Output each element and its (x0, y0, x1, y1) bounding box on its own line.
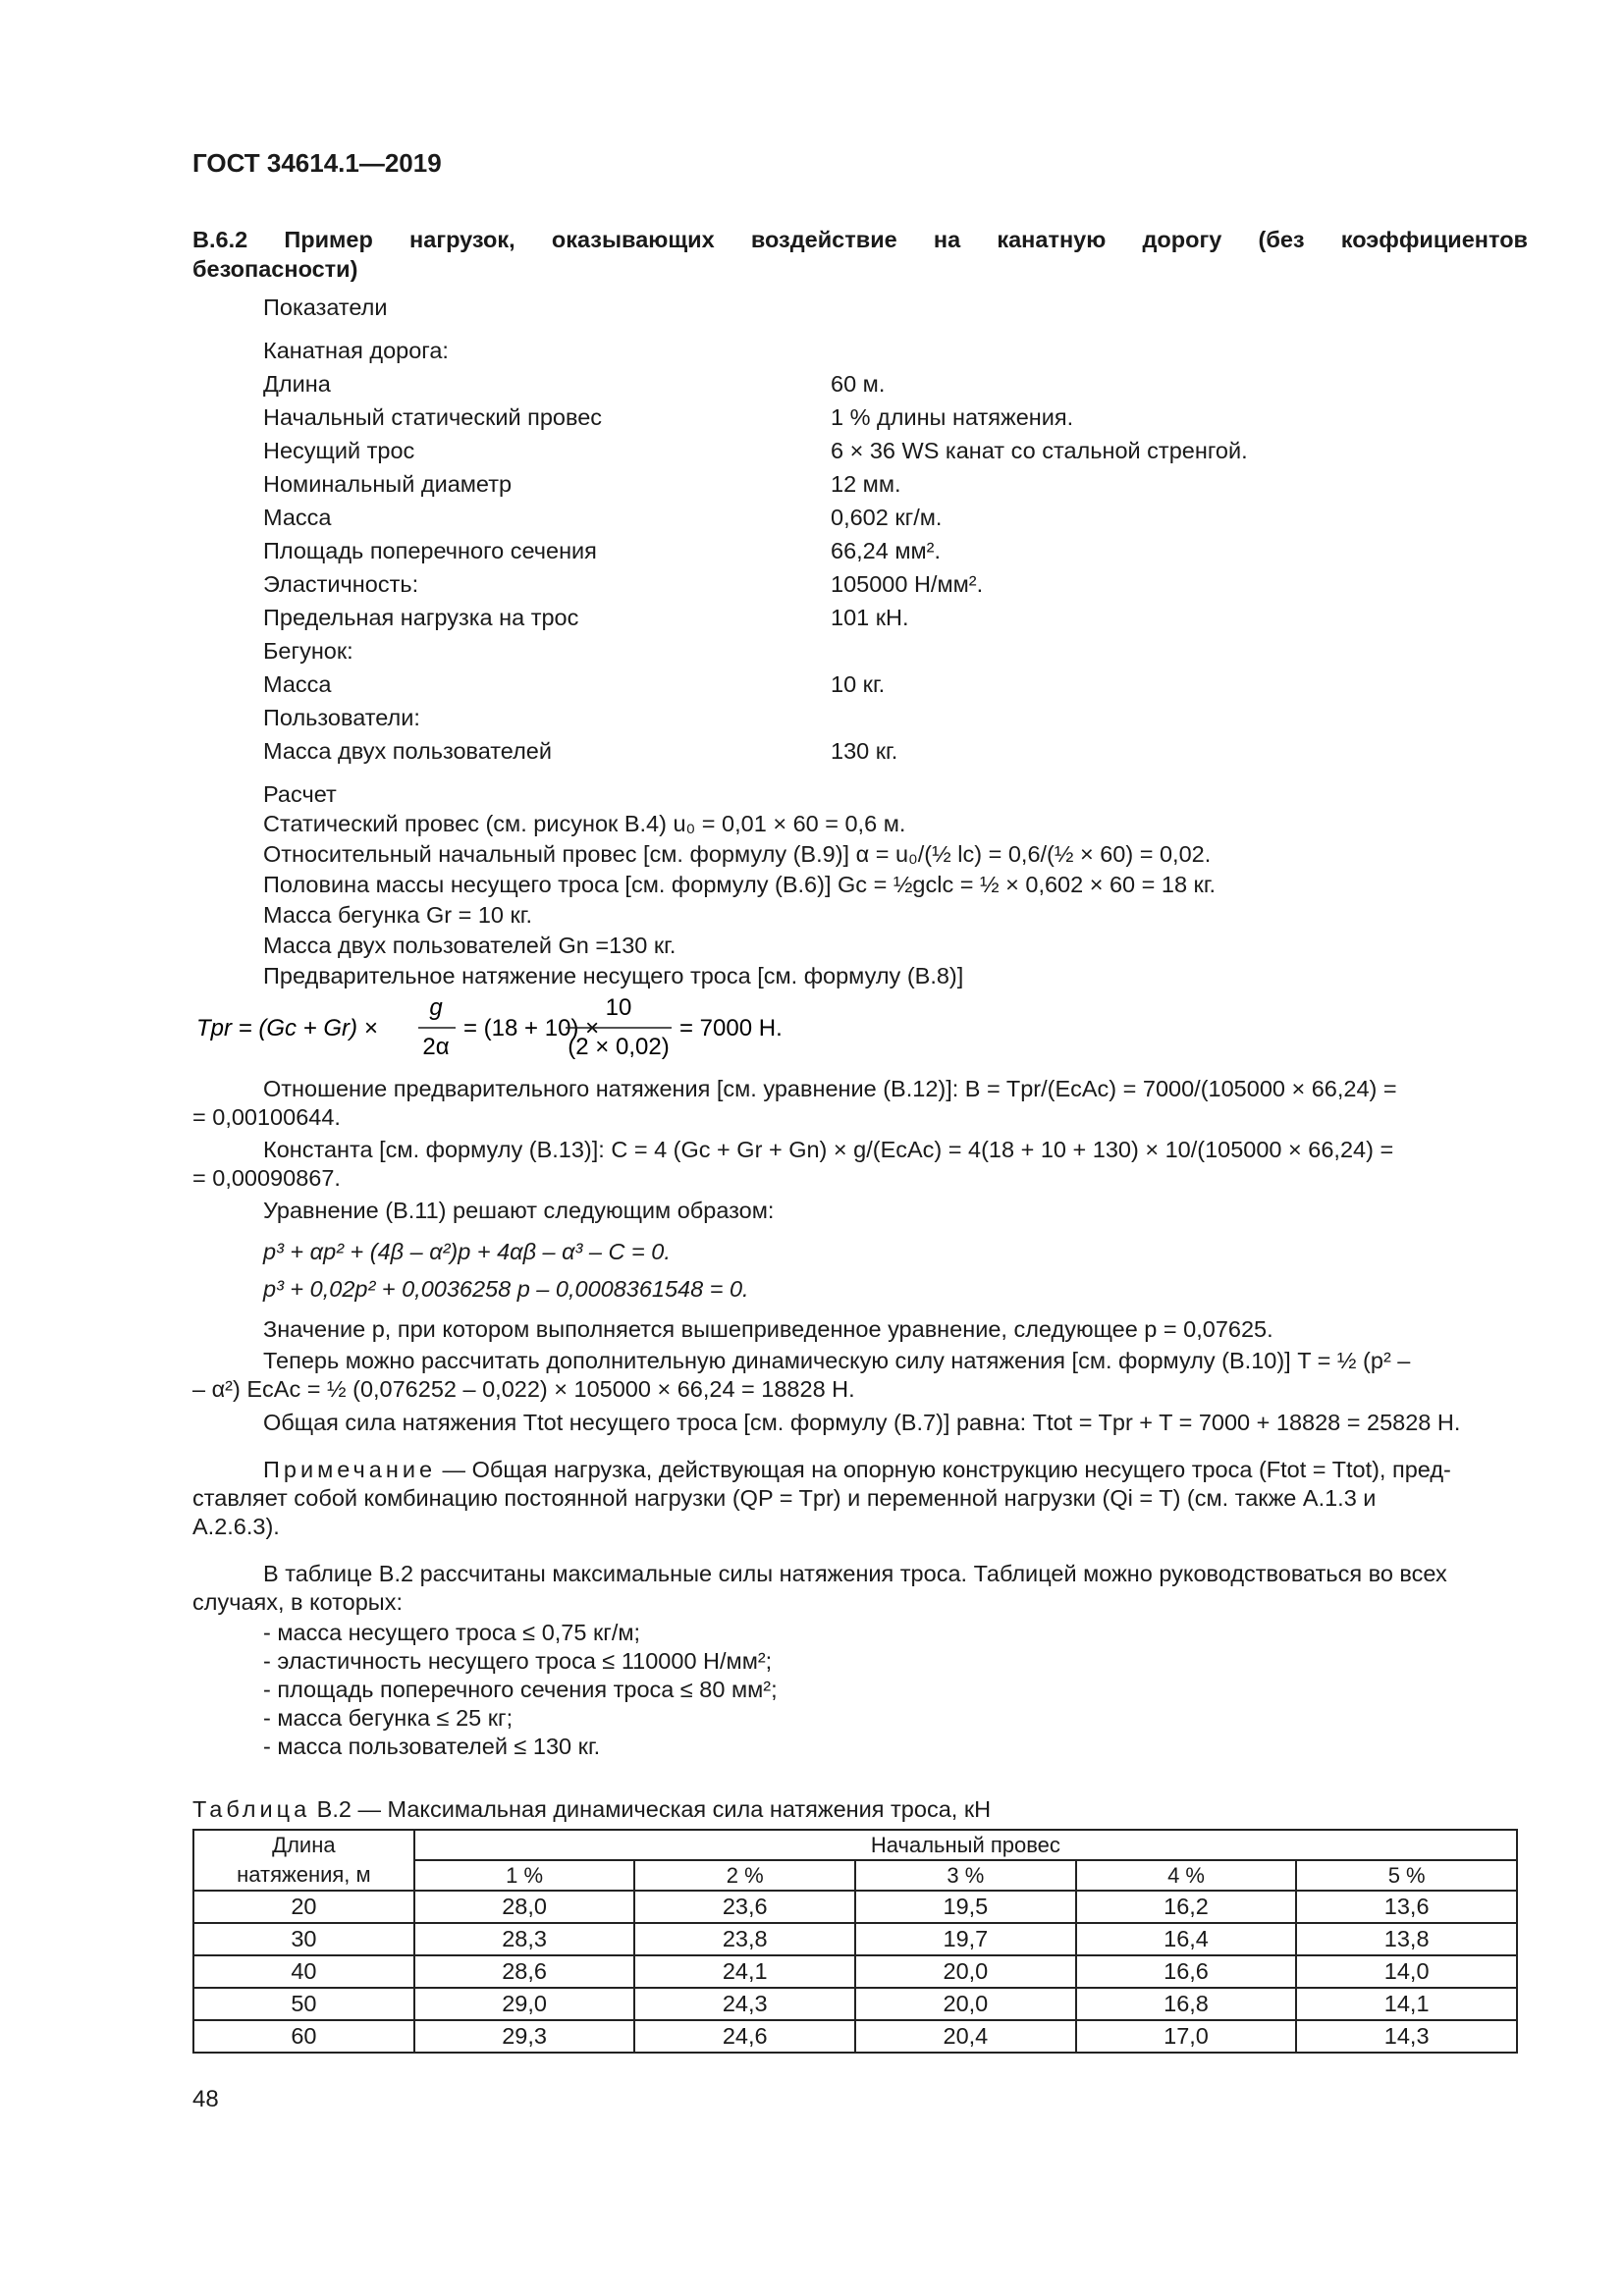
table-cell: 16,4 (1076, 1923, 1297, 1955)
table-cell: 20,0 (855, 1955, 1076, 1988)
section-title-line2: безопасности) (192, 256, 358, 282)
table-cell: 16,2 (1076, 1891, 1297, 1923)
formula-rhs: = 7000 Н. (679, 1015, 783, 1041)
table-row (193, 1923, 1517, 1955)
table-cell: 14,3 (1296, 2020, 1517, 2053)
condition-item: - площадь поперечного сечения троса ≤ 80 мм²; (263, 1677, 778, 1702)
dyn-line1: Теперь можно рассчитать дополнительную динамическую силу натяжения [см. формулу (В.10)] T = ½ (p² – (263, 1348, 1411, 1373)
table-head-col: 5 % (1296, 1860, 1517, 1891)
table-cell: 28,6 (414, 1955, 635, 1988)
ratio-line1: Отношение предварительного натяжения [см. уравнение (В.12)]: B = Tpr/(EcAc) = 7000/(105000 × 66,24) = (263, 1076, 1397, 1101)
formula-frac1-num: g (429, 994, 443, 1021)
param-label: Предельная нагрузка на трос (263, 605, 579, 630)
condition-item: - масса пользователей ≤ 130 кг. (263, 1734, 601, 1759)
table-head-length-line1: Длина (272, 1833, 336, 1857)
users-mass-value: 130 кг. (831, 738, 898, 764)
equation-numeric: p³ + 0,02p² + 0,0036258 p – 0,0008361548 = 0. (263, 1276, 749, 1302)
table-caption (192, 1796, 991, 1823)
note-label: Примечание (263, 1457, 437, 1482)
indicators-heading: Показатели (263, 294, 388, 320)
note-line2: ставляет собой комбинацию постоянной нагрузки (QP = Tpr) и переменной нагрузки (Qi = T) (см. также А.1.3 и (192, 1485, 1377, 1511)
table-head-col: 4 % (1076, 1860, 1297, 1891)
table-cell: 13,6 (1296, 1891, 1517, 1923)
table-cell: 29,0 (414, 1988, 635, 2020)
runner-mass-value: 10 кг. (831, 671, 886, 697)
formula-frac2-den: (2 × 0,02) (568, 1034, 670, 1060)
calc-line: Относительный начальный провес [см. формулу (В.9)] α = u₀/(½ lc) = 0,6/(½ × 60) = 0,02. (263, 841, 1212, 867)
formula-frac2-num: 10 (605, 994, 632, 1021)
table-head-sag: Начальный провес (414, 1830, 1517, 1860)
dyn-line2: – α²) EcAc = ½ (0,076252 – 0,022) × 105000 × 66,24 = 18828 Н. (192, 1376, 855, 1402)
max-tension-table (192, 1829, 1518, 2054)
param-value: 60 м. (831, 371, 886, 397)
param-value: 105000 Н/мм². (831, 571, 984, 597)
equation-general: p³ + αp² + (4β – α²)p + 4αβ – α³ – C = 0. (263, 1239, 671, 1264)
calc-line: Масса двух пользователей Gn =130 кг. (263, 933, 677, 958)
table-intro-line2: случаях, в которых: (192, 1589, 403, 1615)
page-number: 48 (192, 2086, 219, 2112)
param-label: Номинальный диаметр (263, 471, 513, 497)
table-cell: 17,0 (1076, 2020, 1297, 2053)
table-cell: 40 (193, 1955, 414, 1988)
param-label: Начальный статический провес (263, 404, 603, 430)
table-cell: 23,8 (634, 1923, 855, 1955)
table-cell: 50 (193, 1988, 414, 2020)
const-line2: = 0,00090867. (192, 1165, 341, 1191)
table-cell: 60 (193, 2020, 414, 2053)
table-row (193, 1988, 1517, 2020)
param-label: Масса (263, 505, 332, 530)
condition-item: - масса бегунка ≤ 25 кг; (263, 1705, 514, 1731)
table-cell: 24,1 (634, 1955, 855, 1988)
param-value: 0,602 кг/м. (831, 505, 943, 530)
table-cell: 20,4 (855, 2020, 1076, 2053)
table-cell: 19,7 (855, 1923, 1076, 1955)
runner-mass-label: Масса (263, 671, 332, 697)
table-head-length (193, 1830, 414, 1891)
note-line3: А.2.6.3). (192, 1514, 280, 1539)
pretension-formula (192, 991, 1076, 1060)
param-value: 12 мм. (831, 471, 901, 497)
table-cell: 16,8 (1076, 1988, 1297, 2020)
param-value: 6 × 36 WS канат со стальной стренгой. (831, 438, 1248, 463)
calc-line: Статический провес (см. рисунок В.4) u₀ = 0,01 × 60 = 0,6 м. (263, 811, 906, 836)
condition-item: - масса несущего троса ≤ 0,75 кг/м; (263, 1620, 641, 1645)
calc-line: Масса бегунка Gr = 10 кг. (263, 902, 533, 928)
param-value: 1 % длины натяжения. (831, 404, 1074, 430)
param-label: Длина (263, 371, 331, 397)
table-cell: 20 (193, 1891, 414, 1923)
total-tension-line: Общая сила натяжения Ttot несущего троса [см. формулу (В.7)] равна: Ttot = Tpr + T = 7000 + 18828 = 25828 Н. (263, 1410, 1461, 1435)
note-line1 (192, 1456, 1528, 1484)
section-title-line1: В.6.2 Пример нагрузок, оказывающих воздействие на канатную дорогу (без коэффициентов (192, 227, 1528, 252)
table-intro-line1: В таблице В.2 рассчитаны максимальные силы натяжения троса. Таблицей можно руководствоваться во всех (263, 1561, 1447, 1586)
param-label: Площадь поперечного сечения (263, 538, 597, 563)
const-line1: Константа [см. формулу (В.13)]: C = 4 (Gc + Gr + Gn) × g/(EcAc) = 4(18 + 10 + 130) × 10/(105000 × 66,24) = (263, 1137, 1394, 1162)
table-cell: 30 (193, 1923, 414, 1955)
table-cell: 19,5 (855, 1891, 1076, 1923)
formula-lhs: Tpr = (Gc + Gr) × (196, 1015, 378, 1041)
param-label: Несущий трос (263, 438, 415, 463)
table-cell: 16,6 (1076, 1955, 1297, 1988)
table-cell: 24,3 (634, 1988, 855, 2020)
table-head-length-line2: натяжения, м (237, 1862, 371, 1887)
table-caption-label: Таблица (192, 1796, 311, 1822)
param-value: 101 кН. (831, 605, 909, 630)
users-mass-label: Масса двух пользователей (263, 738, 553, 764)
table-cell: 28,0 (414, 1891, 635, 1923)
param-value: 66,24 мм². (831, 538, 942, 563)
table-caption-text: В.2 — Максимальная динамическая сила натяжения троса, кН (310, 1796, 992, 1822)
calc-line: Предварительное натяжение несущего троса [см. формулу (В.8)] (263, 963, 964, 988)
table-row (193, 1955, 1517, 1988)
formula-mid: = (18 + 10) × (463, 1015, 600, 1041)
table-cell: 29,3 (414, 2020, 635, 2053)
ratio-line2: = 0,00100644. (192, 1104, 341, 1130)
note-text1: — Общая нагрузка, действующая на опорную конструкцию несущего троса (Ftot = Ttot), пред- (436, 1457, 1451, 1482)
p-value-line: Значение p, при котором выполняется вышеприведенное уравнение, следующее p = 0,07625. (263, 1316, 1273, 1342)
table-head-col: 1 % (414, 1860, 635, 1891)
runner-heading: Бегунок: (263, 638, 353, 664)
calc-line: Половина массы несущего троса [см. формулу (В.6)] Gc = ½gclc = ½ × 0,602 × 60 = 18 кг. (263, 872, 1217, 897)
table-cell: 13,8 (1296, 1923, 1517, 1955)
table-row (193, 1891, 1517, 1923)
table-head-col: 3 % (855, 1860, 1076, 1891)
document-header: ГОСТ 34614.1—2019 (192, 148, 442, 178)
rope-heading: Канатная дорога: (263, 338, 449, 363)
table-row (193, 2020, 1517, 2053)
table-cell: 23,6 (634, 1891, 855, 1923)
users-heading: Пользователи: (263, 705, 420, 730)
calc-heading: Расчет (263, 781, 337, 807)
table-cell: 24,6 (634, 2020, 855, 2053)
table-head-col: 2 % (634, 1860, 855, 1891)
formula-frac1-den: 2α (422, 1034, 450, 1060)
table-cell: 20,0 (855, 1988, 1076, 2020)
param-label: Эластичность: (263, 571, 419, 597)
condition-item: - эластичность несущего троса ≤ 110000 Н/мм²; (263, 1648, 773, 1674)
table-cell: 28,3 (414, 1923, 635, 1955)
table-cell: 14,0 (1296, 1955, 1517, 1988)
table-cell: 14,1 (1296, 1988, 1517, 2020)
eq-intro: Уравнение (В.11) решают следующим образом: (263, 1198, 775, 1223)
